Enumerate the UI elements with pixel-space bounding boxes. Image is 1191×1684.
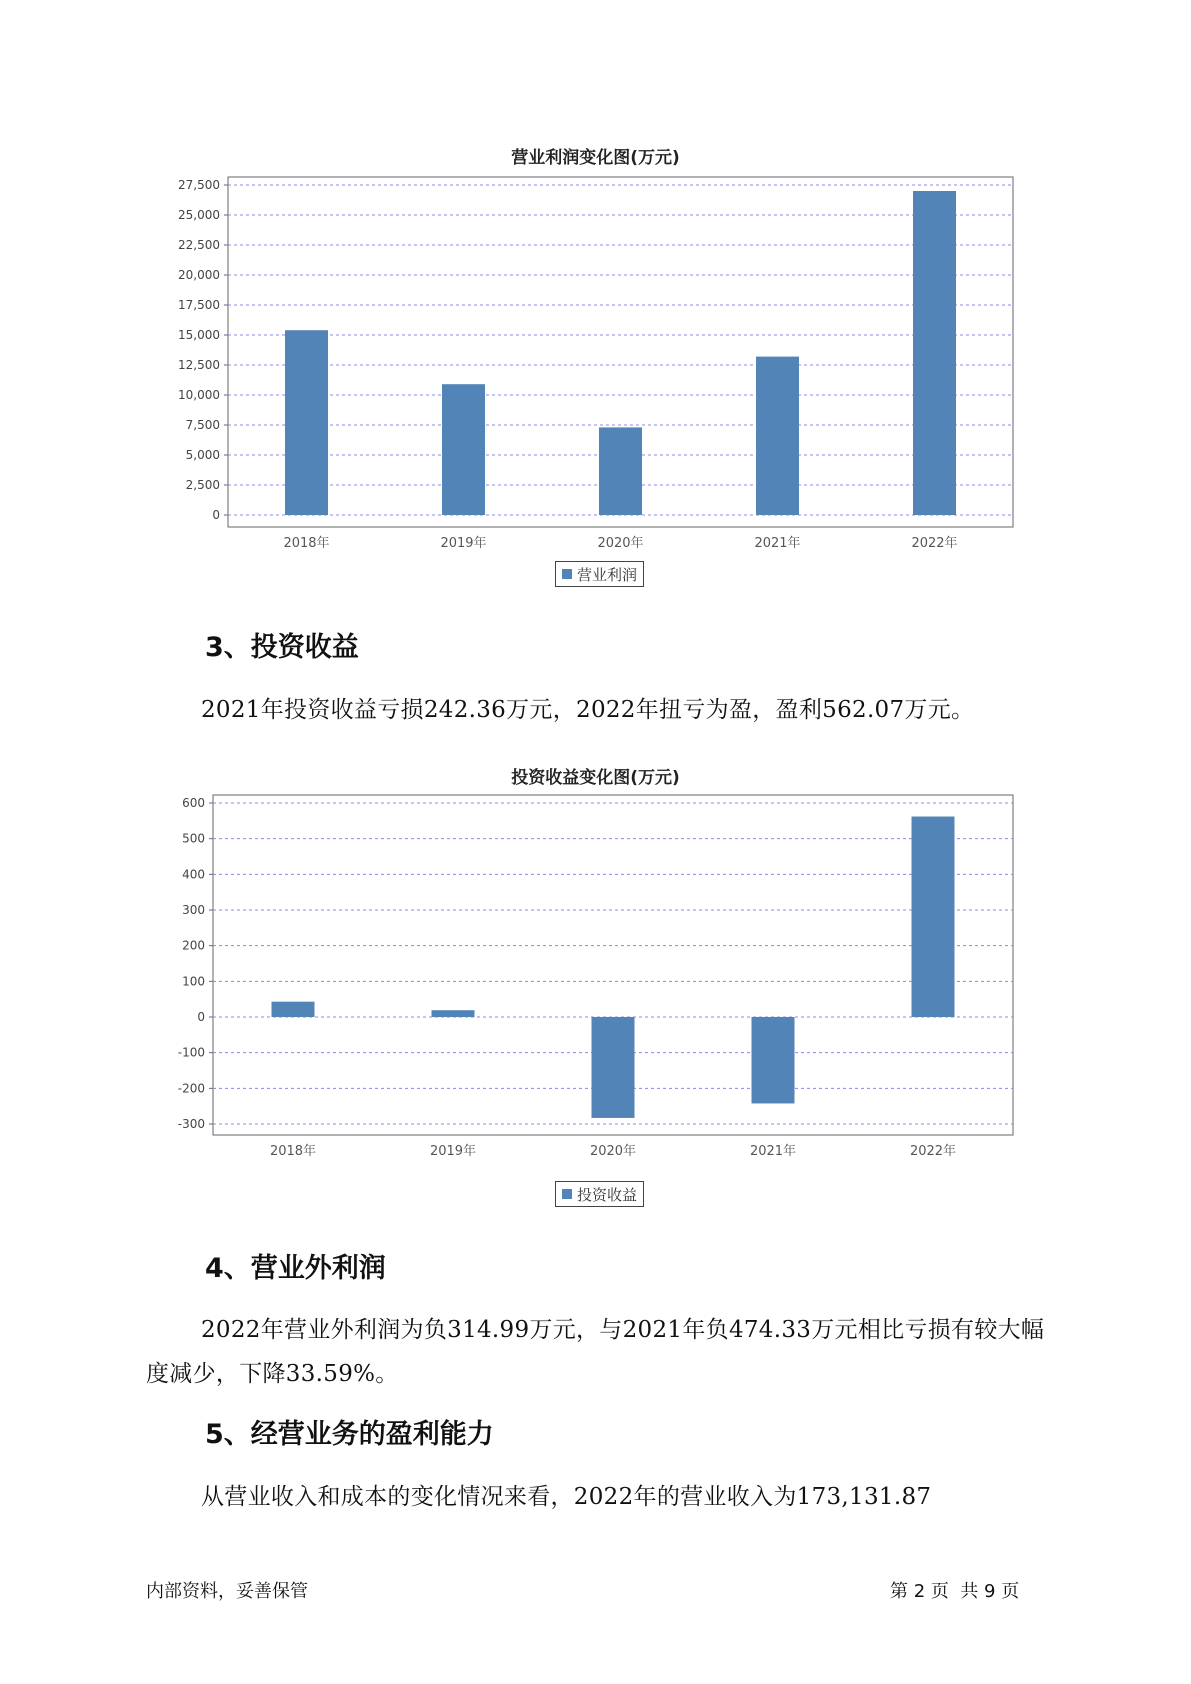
x-tick-label: 2018年 (283, 536, 330, 551)
y-tick-label: -100 (177, 1045, 205, 1060)
legend-label: 投资收益 (577, 1185, 638, 1204)
x-tick-label: 2020年 (597, 536, 644, 551)
x-tick-label: 2022年 (909, 1144, 957, 1159)
chart-title-investment-income: 投资收益变化图(万元) (511, 768, 680, 788)
x-tick-label: 2018年 (269, 1144, 317, 1159)
section-heading-non-operating-profit: 4、营业外利润 (205, 1253, 386, 1284)
y-tick-label: 0 (212, 508, 220, 522)
y-tick-label: 300 (182, 903, 205, 917)
y-tick-label: 27,500 (178, 178, 220, 192)
legend-investment-income (555, 1181, 644, 1207)
bar (432, 1010, 475, 1017)
x-tick-label: 2021年 (749, 1144, 797, 1159)
y-tick-label: 15,000 (178, 328, 220, 342)
y-tick-label: 0 (197, 1010, 205, 1024)
y-tick-label: 12,500 (178, 358, 220, 372)
y-tick-label: 25,000 (178, 208, 220, 222)
x-tick-label: 2019年 (429, 1144, 477, 1159)
y-tick-label: 7,500 (185, 418, 220, 432)
y-tick-label: 100 (182, 974, 205, 989)
x-tick-label: 2019年 (440, 536, 487, 551)
y-tick-label: 500 (182, 831, 205, 846)
legend-label: 营业利润 (577, 565, 638, 584)
bar (272, 1002, 315, 1017)
y-tick-label: 20,000 (178, 268, 220, 282)
y-tick-label: 200 (182, 938, 205, 953)
footer-confidential-note: 内部资料，妥善保管 (146, 1581, 308, 1602)
bar (592, 1017, 635, 1118)
y-tick-label: 5,000 (185, 448, 220, 462)
section-heading-investment-income: 3、投资收益 (205, 632, 359, 663)
section-text-investment-income: 2021年投资收益亏损242.36万元，2022年扭亏为盈，盈利562.07万元。 (201, 697, 975, 723)
section-text-non-operating-profit: 2022年营业外利润为负314.99万元，与2021年负474.33万元相比亏损有较大幅度减少，下降33.59%。 (146, 1317, 1045, 1387)
x-tick-label: 2021年 (754, 536, 801, 551)
y-tick-label: 2,500 (185, 478, 220, 492)
y-tick-label: 400 (182, 867, 205, 882)
section-text-business-profitability: 从营业收入和成本的变化情况来看，2022年的营业收入为173,131.87 (201, 1484, 932, 1510)
y-tick-label: 10,000 (178, 388, 220, 402)
y-tick-label: 17,500 (178, 298, 220, 312)
legend-swatch (562, 1189, 572, 1199)
x-tick-label: 2020年 (589, 1144, 637, 1159)
y-tick-label: -200 (177, 1081, 205, 1096)
y-tick-label: -300 (177, 1117, 205, 1131)
x-tick-label: 2022年 (911, 536, 958, 551)
y-tick-label: 600 (182, 796, 205, 810)
footer-page-number: 第 2 页 共 9 页 (890, 1581, 1020, 1602)
section-heading-business-profitability: 5、经营业务的盈利能力 (205, 1419, 494, 1450)
bar (752, 1017, 795, 1103)
bar (912, 817, 955, 1017)
chart-title-operating-profit: 营业利润变化图(万元) (511, 148, 680, 168)
y-tick-label: 22,500 (178, 238, 220, 252)
